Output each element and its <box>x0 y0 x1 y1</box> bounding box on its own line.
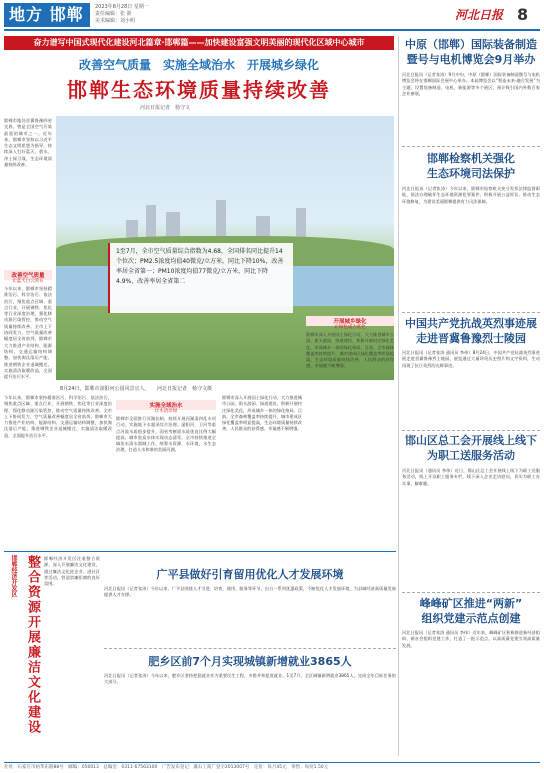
designer-credit: 美术编辑：刘小明 <box>95 18 136 24</box>
bottom-text-2: 河北日报讯（记者张涛）今年以来，肥乡区坚持把稳就业作为重要民生工程，多措并举促进就业。1至7月，全区城镇新增就业3865人，完成全年目标任务的大部分。 <box>104 673 396 685</box>
body-col-3b: 邯郸市深入开展国土绿化行动，大力推进城市公园、街头游园、绿道建设，积极开展村庄绿化美化，形成城乡一体的绿化格局。目前，全市森林覆盖率持续提升，城市建成区绿化覆盖率明显提高，生态环境质量持续改善，人民群众的获得感、幸福感不断增强。 <box>306 332 394 369</box>
kicker: 改善空气质量 实施全域治水 开展城乡绿化 <box>78 58 319 72</box>
right-headline-4b: 为职工送服务活动 <box>427 449 515 462</box>
divider <box>402 312 540 313</box>
right-text-1: 河北日报讯（记者张涛）9月中旬，中原（邯郸）国际装备制造暨号与电机博览会将在邯郸国际会展中心举办。本届博览会以“智造未来·融合发展”为主题，设置装备制造、电机、新能源等多个展区，预计吸引国内外数百家企业参展。 <box>402 72 540 96</box>
subhead-air: 改善空气质量 <box>4 270 52 280</box>
stat-highlight: 1至7月，全市空气质量综合指数为4.68，全国排名同比提升14个位次；PM2.5浓度均值40微克/立方米，同比下降10%，改善率居全省第一；PM10浓度均值77微克/立方米，同比下降4.9%，改善率居全省第二 <box>108 243 293 313</box>
right-headline-4a: 邯山区总工会开展线上线下 <box>405 434 537 447</box>
page-number: 8 <box>517 5 529 24</box>
right-headline-3a: 中国共产党抗战英烈事迹展 <box>405 317 537 330</box>
body-col-1b: 今年以来，邯郸市坚持精准治污、科学治污、依法治污，聚焦重点区域、重点行业，开展钢铁、焦化等行业深度治理，强化移动源污染管控，推动空气质量持续改善。全市上下协同发力，空气质量改善幅度居全省前列。邯郸市大力推进产业结构、能源结构、交通运输结构调整，加快淘汰落后产能，推进钢铁企业退城搬迁，实施清洁取暖改造，全面提升治污水平。 <box>4 395 112 438</box>
right-text-5: 河北日报讯（记者张涛 通讯员 李伟）近年来，峰峰矿区积极推进新经济组织、新社会组织党建工作，打造了一批示范点，以高质量党建引领高质量发展。 <box>402 630 540 648</box>
bottom-text-1: 河北日报讯（记者张涛）今年以来，广平县围绕人才引进、培育、使用、服务等环节，出台一系列优惠政策，不断优化人才发展环境，为县域经济高质量发展提供人才支撑。 <box>104 586 396 598</box>
subhead-water-sub: 让水清岸绿 <box>154 409 178 414</box>
side-headline: 整合资源开展廉洁文化建设 <box>25 555 40 735</box>
divider <box>104 648 396 649</box>
right-headline-1b: 暨号与电机博览会9月举办 <box>406 53 536 66</box>
photo-caption: 8月24日，邯郸市滏阳河公园风景宜人。 河北日报记者 杨守文摄 <box>60 386 213 392</box>
issue-date: 2023年8月28日 星期一 <box>95 4 149 10</box>
right-headline-5a: 峰峰矿区推进“两新” <box>419 597 523 610</box>
column-divider <box>398 36 399 756</box>
right-headline-5b: 组织党建示范点创建 <box>421 612 521 625</box>
right-text-2: 河北日报讯（记者张涛）今年以来，邯郸市检察机关充分发挥法律监督职能，依法办理破坏生态环境资源犯罪案件，积极开展公益诉讼，推动生态环境修复，为建设美丽邯郸提供有力司法保障。 <box>402 186 540 204</box>
divider <box>402 430 540 431</box>
right-headline-3b: 走进晋冀鲁豫烈士陵园 <box>416 332 526 345</box>
header-meta <box>95 4 295 25</box>
divider <box>402 146 540 147</box>
bottom-headline-2: 肥乡区前7个月实现城镇新增就业3865人 <box>148 655 352 668</box>
byline: 河北日报记者 杨守文 <box>140 105 191 111</box>
subhead-green: 开展城乡绿化 <box>306 316 394 326</box>
bottom-headline-1: 广平县做好引育留用优化人才发展环境 <box>156 568 344 581</box>
newspaper-logo: 河北日报 <box>455 8 504 22</box>
side-text: 邯郸经济开发区注重整合资源，深入开展廉洁文化建设，通过廉洁文化进企业、进社区等活动，营造崇廉拒腐的良好氛围。 <box>44 556 100 587</box>
right-headline-2a: 邯郸检察机关强化 <box>427 152 515 165</box>
section-tag: 地方 邯郸 <box>4 3 90 27</box>
subhead-green-sub: 让绿色成为底色 <box>334 325 366 330</box>
series-banner: 奋力谱写中国式现代化建设河北篇章·邯郸篇——加快建设富强文明美丽的现代化区域中心城市 <box>4 36 394 50</box>
divider <box>402 592 540 593</box>
editor-credit: 责任编辑：张 新 <box>95 11 132 17</box>
body-col-3a: 邯郸市深入开展国土绿化行动，大力推进城市公园、街头游园、绿道建设，积极开展村庄绿化美化，形成城乡一体的绿化格局。目前，全市森林覆盖率持续提升，城市建成区绿化覆盖率明显提高，生态环境质量持续改善，人民群众的获得感、幸福感不断增强。 <box>222 395 302 432</box>
body-col-1a: 今年以来，邯郸市坚持精准治污、科学治污、依法治污，聚焦重点区域、重点行业，开展钢铁、焦化等行业深度治理，强化移动源污染管控，推动空气质量持续改善。全市上下协同发力，空气质量改善幅度居全省前列。邯郸市大力推进产业结构、能源结构、交通运输结构调整，加快淘汰落后产能，推进钢铁企业退城搬迁，实施清洁取暖改造，全面提升治污水平。 <box>4 286 52 380</box>
right-headline-2b: 生态环境司法保护 <box>427 167 515 180</box>
section-rule <box>4 551 396 552</box>
header-rule <box>4 29 540 31</box>
main-headline: 邯郸生态环境质量持续改善 <box>67 78 331 102</box>
right-headline-1a: 中原（邯郸）国际装备制造 <box>405 38 537 51</box>
subhead-air-sub: 让蓝天白云常在 <box>12 279 44 284</box>
footer: 社址：石家庄市裕华东路88号 邮编：050013 总编室：0311-67563100 广告发布登记：冀石工商广登字2013007号 定价：每月45元 零售：每份1.50元 <box>4 762 540 772</box>
side-tag: 邯郸经济开发区 <box>10 555 17 597</box>
body-col-2: 邯郸市全面推行河湖长制，持续开展河湖清四乱专项行动，实施地下水超采综合治理。滏阳河、卫河等重点河流水质稳步提升，国省考断面水质优良比例大幅提高，城市黑臭水体实现动态清零。全市持续推进全域治水清水润城工作，统筹水资源、水环境、水生态治理，打造人水和谐的美丽河湖。 <box>116 416 216 453</box>
subhead-water: 实施全域治水 <box>116 400 216 410</box>
lead-column: 邯郸市地处晋冀鲁豫四省交界，曾是全国空气污染最重的城市之一。近年来，邯郸市坚持以习近平生态文明思想为指导，持续深入打好蓝天、碧水、净土保卫战，生态环境质量持续改善。 <box>4 118 52 168</box>
right-text-4: 河北日报讯（通讯员 李伟）近日，邯山区总工会开展线上线下为职工送服务活动，线上开设职工服务专栏，线下深入企业走访慰问，切实为职工办实事、解难题。 <box>402 468 540 486</box>
right-text-3: 河北日报讯（记者张涛 通讯员 李伟）8月24日，中国共产党抗战英烈事迹展走进晋冀鲁豫烈士陵园，展览通过大量珍贵历史图片和文字资料，生动再现了抗日英烈的光辉事迹。 <box>402 350 540 368</box>
